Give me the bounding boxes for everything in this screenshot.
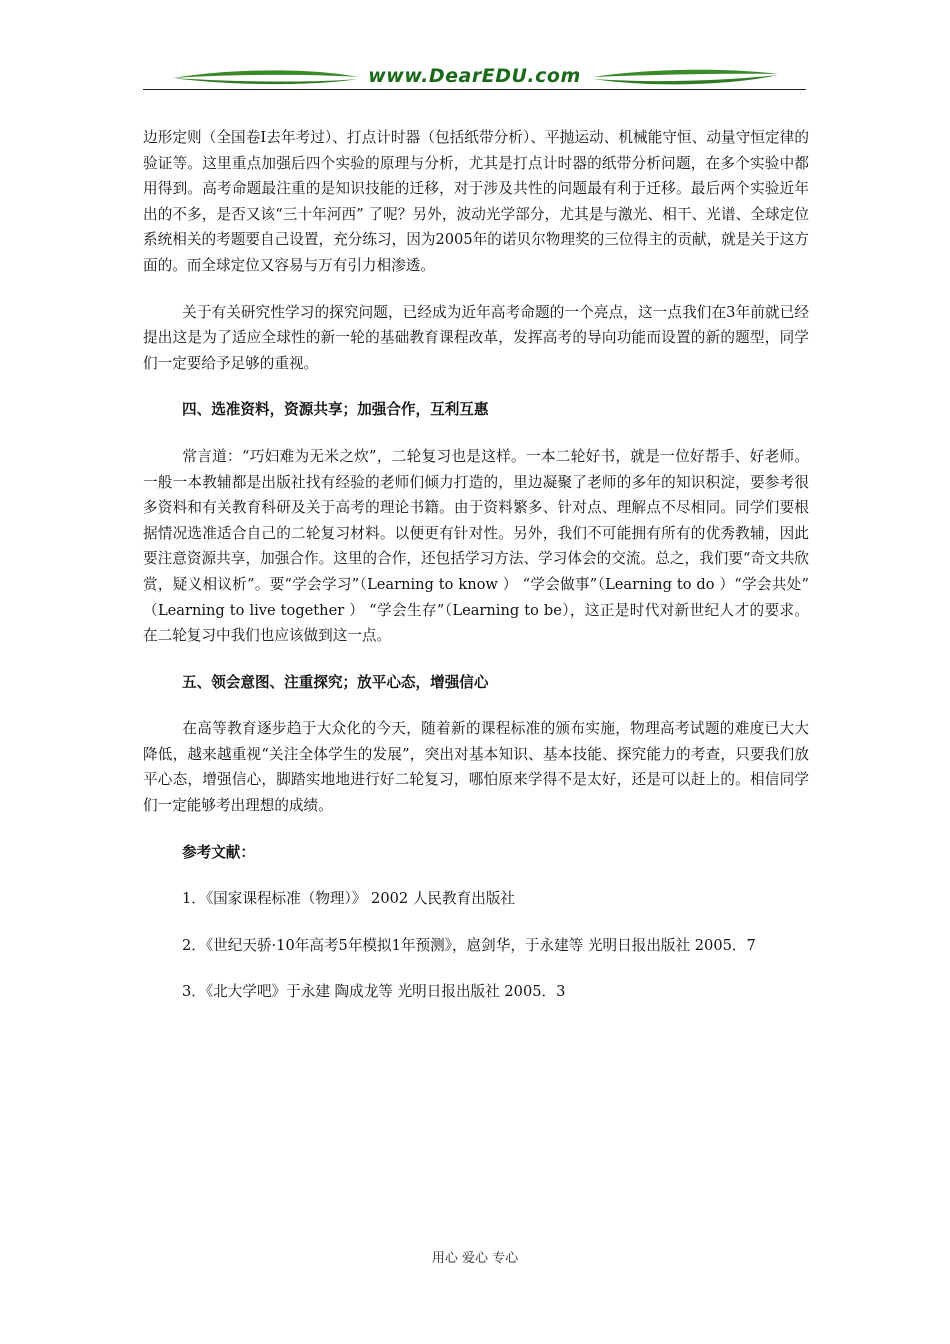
page-header: [143, 64, 806, 92]
reference-item: 2．《世纪天骄·10年高考5年模拟1年预测》，扈剑华，于永建等 光明日报出版社 2005．7: [182, 936, 756, 954]
paragraph-text: 常言道：“巧妇难为无米之炊”，二轮复习也是这样。一本二轮好书，就是一位好帮手、好老师。一般一本教辅都是出版社找有经验的老师们倾力打造的，里边凝聚了老师的多年的知识积淀，要参考很多资料和有关教育科研及关于高考的理论书籍。由于资料繁多、针对点、理解点不尽相同。同学们要根据情况选准适合自己的二轮复习材料。以便更有针对性。另外，我们不可能拥有所有的优秀教辅，因此要注意资源共享，加强合作。这里的合作，还包括学习方法、学习体会的交流。总之，我们要“奇文共欣赏，疑义相议析”。要“学会学习”（Learning to know ） “学会做事”（Learning to do ）“学会共处” （Learning to live together ） “学会生存”（Learning to be），这正是时代对新世纪人才的要求。在二轮复习中我们也应该做到这一点。: [143, 447, 809, 645]
paragraph-research-learning: [143, 300, 809, 377]
header-rule: [143, 89, 806, 90]
logo-text: www.DearEDU.com: [368, 65, 581, 87]
page-footer: 用心 爱心 专心: [431, 1251, 519, 1266]
section-heading-5: 五、领会意图、注重探究；放平心态，增强信心: [182, 673, 489, 691]
paragraph-text: 在高等教育逐步趋于大众化的今天，随着新的课程标准的颁布实施，物理高考试题的难度已大大降低，越来越重视“关注全体学生的发展”，突出对基本知识、基本技能、探究能力的考查，只要我们放平心态，增强信心，脚踏实地地进行好二轮复习，哪怕原来学得不是太好，还是可以赶上的。相信同学们一定能够考出理想的成绩。: [143, 720, 809, 815]
section-heading-4: 四、选准资料，资源共享；加强合作，互利互惠: [182, 401, 489, 419]
paragraph-materials: [143, 444, 809, 649]
document-body: [143, 125, 809, 1005]
paragraph-text: 关于有关研究性学习的探究问题，已经成为近年高考命题的一个亮点，这一点我们在3年前就已经提出这是为了适应全球性的新一轮的基础教育课程改革，发挥高考的导向功能而设置的新的题型，同学们一定要给予足够的重视。: [143, 303, 809, 372]
paragraph-confidence: [143, 716, 809, 818]
paragraph-continued: 边形定则（全国卷Ⅰ去年考过）、打点计时器（包括纸带分析）、平抛运动、机械能守恒、动量守恒定律的验证等。这里重点加强后四个实验的原理与分析，尤其是打点计时器的纸带分析问题，在多个实验中都用得到。高考命题最注重的是知识技能的迁移，对于涉及共性的问题最有利于迁移。最后两个实验近年出的不多，是否又该“三十年河西” 了呢？另外，波动光学部分，尤其是与激光、相干、光谱、全球定位系统相关的考题要自己设置，充分练习，因为2005年的诺贝尔物理奖的三位得主的贡献，就是关于这方面的。而全球定位又容易与万有引力相渗透。: [143, 129, 809, 274]
references-title: 参考文献：: [182, 843, 255, 861]
reference-item: 3．《北大学吧》于永建 陶成龙等 光明日报出版社 2005．3: [182, 983, 566, 1001]
reference-item: 1．《国家课程标准（物理）》 2002 人民教育出版社: [182, 890, 515, 908]
